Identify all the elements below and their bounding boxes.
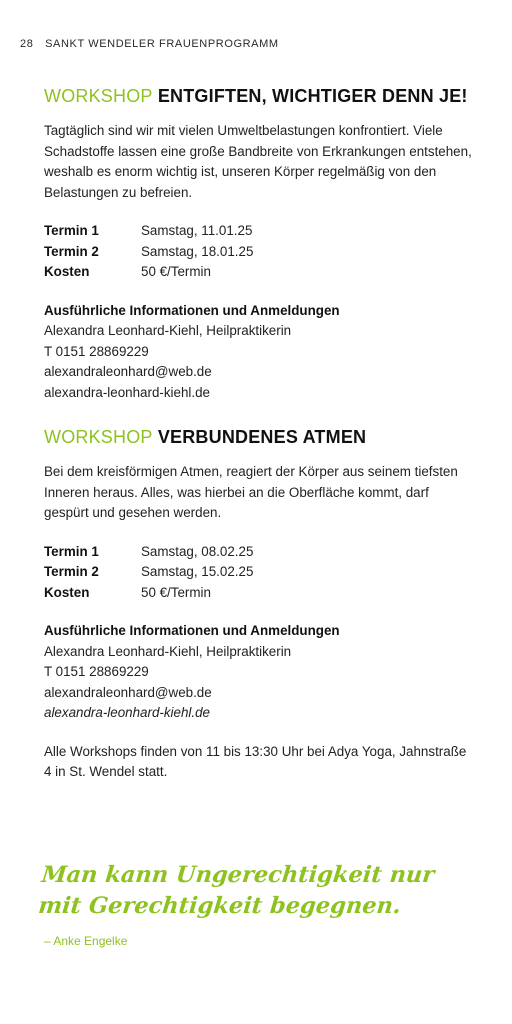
workshop-terms	[44, 221, 474, 283]
contact-heading: Ausführliche Informationen und Anmeldungen	[44, 302, 340, 318]
contact-website-link[interactable]: alexandra-leonhard-kiehl.de	[44, 384, 211, 400]
workshop-verbundenes-atmen	[44, 426, 474, 796]
contact-info	[44, 301, 474, 404]
workshop-description: Tagtäglich sind wir mit vielen Umweltbelastungen konfrontiert. Viele Schadstoffe lassen eine große Bandbreite von Erkrankungen entstehen, weshalb es enorm wichtig ist, unseren Körper regelmäßig von den Belastungen zu befreien.	[44, 123, 472, 200]
term-value: 50 €/Termin	[141, 264, 211, 279]
workshop-title: VERBUNDENES ATMEN	[157, 427, 367, 447]
workshop-kicker: WORKSHOP	[44, 427, 153, 447]
workshop-description: Bei dem kreisförmigen Atmen, reagiert der Körper aus seinem tiefsten Inneren heraus. Alles, was hierbei an die Oberfläche kommt, darf gespürt und gesehen werden.	[44, 464, 458, 520]
contact-name: Alexandra Leonhard-Kiehl, Heilpraktikerin	[44, 643, 292, 659]
contact-phone: T 0151 28869229	[44, 343, 149, 359]
term-row-termin-1	[44, 542, 474, 563]
running-head	[20, 38, 279, 50]
running-title: SANKT WENDELER FRAUENPROGRAMM	[45, 38, 279, 50]
workshop-entgiften	[44, 85, 474, 403]
contact-info	[44, 621, 474, 724]
contact-name: Alexandra Leonhard-Kiehl, Heilpraktikerin	[44, 323, 292, 338]
term-value: Samstag, 15.02.25	[141, 564, 254, 579]
contact-email-link[interactable]: alexandraleonhard@web.de	[44, 364, 212, 379]
page-number: 28	[20, 38, 34, 50]
workshop-terms	[44, 542, 474, 604]
contact-phone: T 0151 28869229	[44, 664, 149, 679]
term-label: Termin 2	[44, 564, 99, 579]
term-label: Kosten	[44, 264, 90, 279]
quote-text: Man kann Ungerechtigkeit nur mit Gerechtigkeit begegnen.	[37, 862, 436, 919]
term-label: Termin 1	[44, 543, 99, 559]
term-row-kosten	[44, 583, 474, 604]
workshop-heading	[44, 85, 474, 107]
term-label: Termin 1	[44, 223, 99, 238]
term-label: Termin 2	[44, 243, 99, 259]
workshop-heading	[44, 426, 474, 448]
term-value: Samstag, 18.01.25	[141, 243, 254, 259]
term-row-kosten	[44, 262, 474, 283]
workshop-kicker: WORKSHOP	[44, 86, 153, 106]
term-value: 50 €/Termin	[141, 584, 211, 600]
quote-author: – Anke Engelke	[44, 934, 128, 948]
term-row-termin-2	[44, 562, 474, 583]
contact-email-link[interactable]: alexandraleonhard@web.de	[44, 684, 212, 700]
contact-heading: Ausführliche Informationen und Anmeldungen	[44, 623, 340, 638]
workshop-title: ENTGIFTEN, WICHTIGER DENN JE!	[157, 86, 468, 106]
term-row-termin-1	[44, 221, 474, 242]
term-value: Samstag, 11.01.25	[141, 223, 253, 238]
term-value: Samstag, 08.02.25	[141, 543, 254, 559]
workshop-location-note: Alle Workshops finden von 11 bis 13:30 Uhr bei Adya Yoga, Jahnstraße 4 in St. Wendel statt.	[44, 743, 467, 779]
term-row-termin-2	[44, 242, 474, 263]
term-label: Kosten	[44, 584, 90, 600]
contact-website-link[interactable]: alexandra-leonhard-kiehl.de	[44, 705, 211, 720]
